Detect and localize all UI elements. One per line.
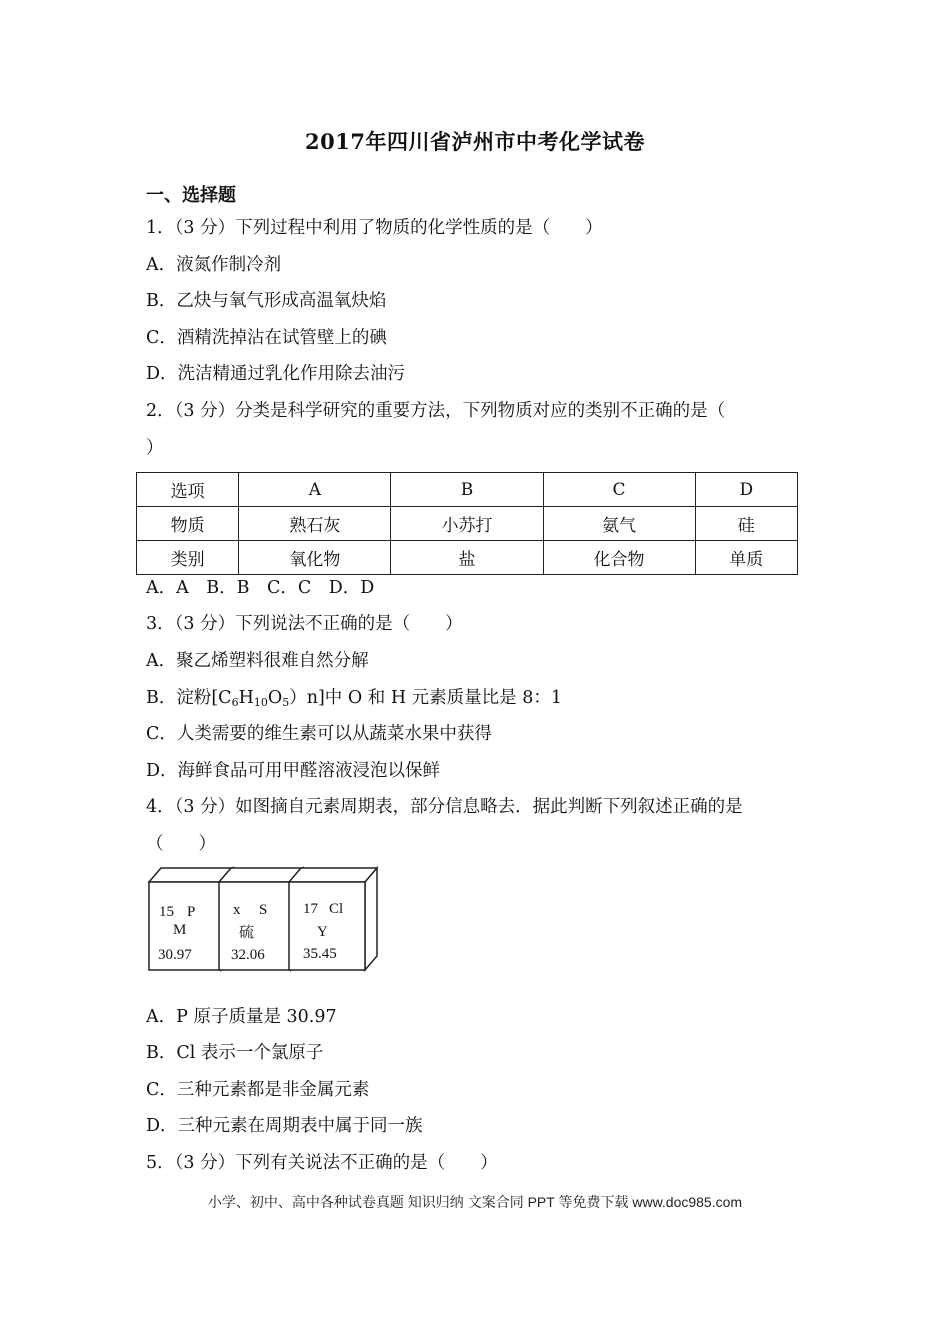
q4-option-a: A．P 原子质量是 30.97 (146, 1007, 337, 1027)
page-footer: 小学、初中、高中各种试卷真题 知识归纳 文案合同 PPT 等免费下载 www.doc985.com (207, 1194, 743, 1210)
table-cell: 化合物 (543, 541, 695, 575)
section-heading: 一、选择题 (146, 185, 236, 206)
element-number: x (233, 902, 241, 918)
element-number: 15 (159, 904, 174, 920)
element-name: 硫 (239, 925, 255, 941)
q1-option-b: B．乙炔与氧气形成高温氧炔焰 (146, 291, 387, 311)
element-mass: 30.97 (158, 947, 192, 963)
table-row (137, 541, 798, 575)
q4-stem-line2: （ ） (146, 834, 216, 854)
q2-options: A．A B．B C．C D．D (146, 578, 375, 598)
q1-option-a: A．液氮作制冷剂 (146, 255, 282, 275)
q1-option-c: C．酒精洗掉沾在试管壁上的碘 (146, 328, 387, 348)
subscript: 5 (282, 696, 290, 709)
element-mass: 32.06 (231, 947, 265, 963)
q3-option-d: D．海鲜食品可用甲醛溶液浸泡以保鲜 (146, 761, 441, 781)
q4-option-d: D．三种元素在周期表中属于同一族 (146, 1116, 423, 1136)
page-title: 2017年四川省泸州市中考化学试卷 (305, 129, 645, 154)
q2-classification-table (136, 472, 798, 575)
q3-b-text: ）n]中 O 和 H 元素质量比是 8：1 (289, 688, 562, 708)
q3-option-c: C．人类需要的维生素可以从蔬菜水果中获得 (146, 724, 492, 744)
q3-b-text: O (267, 688, 283, 708)
subscript: 10 (253, 696, 268, 709)
table-cell: 氨气 (543, 507, 695, 541)
q1-option-d: D．洗洁精通过乳化作用除去油污 (146, 364, 406, 384)
table-row (137, 507, 798, 541)
table-cell: B (391, 473, 543, 507)
table-cell: 选项 (137, 473, 239, 507)
q4-option-b: B．Cl 表示一个氯原子 (146, 1043, 324, 1063)
element-symbol: P (187, 904, 196, 920)
table-cell: 单质 (695, 541, 797, 575)
table-cell: 盐 (391, 541, 543, 575)
q3-option-a: A．聚乙烯塑料很难自然分解 (146, 651, 369, 671)
element-name: Y (317, 924, 328, 940)
element-symbol: S (259, 902, 268, 918)
element-symbol: Cl (329, 901, 344, 917)
q3-b-text: H (238, 688, 254, 708)
element-number: 17 (303, 901, 318, 917)
table-cell: 熟石灰 (239, 507, 391, 541)
q4-stem-line1: 4．（3 分）如图摘自元素周期表，部分信息略去．据此判断下列叙述正确的是 (146, 797, 743, 817)
q3-b-text: B．淀粉[C (146, 688, 232, 708)
q3-option-b (146, 686, 562, 710)
q1-stem: 1．（3 分）下列过程中利用了物质的化学性质的是（ ） (146, 218, 603, 238)
periodic-table-figure (143, 866, 383, 976)
table-cell: 小苏打 (391, 507, 543, 541)
q2-stem-line1: 2．（3 分）分类是科学研究的重要方法，下列物质对应的类别不正确的是（ (146, 401, 726, 421)
table-cell: D (695, 473, 797, 507)
q4-option-c: C．三种元素都是非金属元素 (146, 1080, 370, 1100)
table-cell: 氧化物 (239, 541, 391, 575)
q5-stem: 5．（3 分）下列有关说法不正确的是（ ） (146, 1153, 498, 1173)
table-cell: C (543, 473, 695, 507)
q3-stem: 3．（3 分）下列说法不正确的是（ ） (146, 614, 463, 634)
q2-stem-line2: ） (146, 438, 164, 458)
subscript: 6 (231, 696, 239, 709)
table-cell: 类别 (137, 541, 239, 575)
element-name: M (173, 922, 187, 938)
element-tile-chlorine (289, 868, 377, 970)
table-row (137, 473, 798, 507)
table-cell: 物质 (137, 507, 239, 541)
table-cell: 硅 (695, 507, 797, 541)
element-mass: 35.45 (303, 946, 337, 962)
table-cell: A (239, 473, 391, 507)
